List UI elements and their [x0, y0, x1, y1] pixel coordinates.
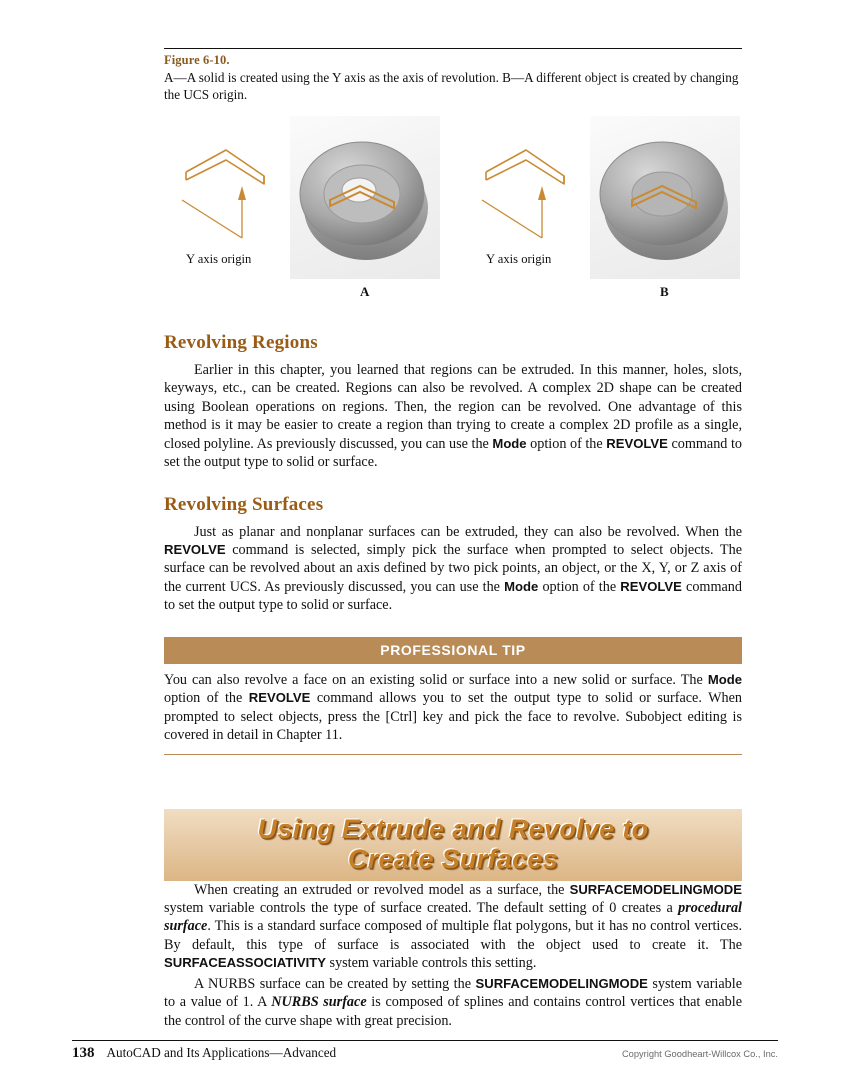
term-mode: Mode — [504, 578, 539, 594]
heading-revolving-regions: Revolving Regions — [164, 331, 318, 353]
text-run: . This is a standard surface composed of multiple flat polygons, but it has no control vertices. By default, this type of surface is associated with the object used to create it. The — [164, 918, 742, 953]
text-run: When creating an extruded or revolved model as a surface, the — [194, 881, 570, 898]
banner-line-2: Create Surfaces — [347, 843, 559, 874]
term-revolve: REVOLVE — [620, 578, 682, 594]
figure-caption: A—A solid is created using the Y axis as the axis of revolution. B—A different object is created by changing the UCS origin. — [164, 70, 739, 102]
revolved-solid-image-a — [290, 116, 440, 279]
text-run: command to set the output type to solid or surface. — [164, 435, 742, 471]
book-title: AutoCAD and Its Applications—Advanced — [106, 1045, 337, 1060]
paragraph-revolving-surfaces — [164, 523, 742, 615]
figure-top-rule — [164, 48, 742, 49]
text-run: system variable to a value of 1. A — [164, 975, 742, 1011]
term-nurbs-surface: NURBS surface — [271, 994, 367, 1011]
text-run: You can also revolve a face on an existing solid or surface into a new solid or surface. The — [164, 671, 708, 688]
text-run: option of the — [526, 435, 607, 452]
text-run: system variable controls the type of surface created. The default setting of 0 creates a — [164, 900, 679, 917]
heading-revolving-surfaces: Revolving Surfaces — [164, 493, 324, 515]
paragraph-revolving-regions — [164, 361, 742, 472]
text-run: A NURBS surface can be created by setting the — [194, 975, 476, 992]
term-mode: Mode — [492, 435, 527, 451]
term-revolve: REVOLVE — [606, 435, 668, 451]
professional-tip-text — [164, 664, 742, 755]
figure-block — [164, 48, 742, 306]
figure-images — [164, 116, 742, 306]
text-run: option of the — [164, 690, 249, 707]
text-run: command allows you to set the output type to solid or surface. When prompted to select objects, press the [Ctrl] key and pick the face to revolve. Subobject editing is covered in detail in Chapter 11. — [164, 690, 742, 744]
paragraph-surfacemodelingmode — [164, 881, 742, 973]
footer-rule — [72, 1040, 778, 1041]
revolved-solid-image-b — [590, 116, 740, 279]
professional-tip-box — [164, 637, 742, 755]
page-content — [164, 48, 742, 1030]
figure-number: Figure 6-10. — [164, 53, 230, 67]
text-run: command to set the output type to solid or surface. — [164, 578, 742, 614]
text-run: Earlier in this chapter, you learned that regions can be extruded. In this manner, holes, slots, keyways, etc., can be created. Regions can also be revolved. A complex 2D shape can be created using Boolean operations on regions. Then, the region can be revolved. One advantage of this method is it may be easier to create a region than trying to create a complex 2D profile as a single, closed polyline. As previously discussed, you can use the — [164, 361, 742, 452]
text-run: system variable controls this setting. — [326, 955, 537, 972]
term-revolve: REVOLVE — [248, 690, 311, 706]
copyright-notice: Copyright Goodheart-Willcox Co., Inc. — [621, 1049, 778, 1059]
term-surfacemodelingmode: SURFACEMODELINGMODE — [569, 881, 742, 897]
section-banner — [164, 809, 742, 881]
term-surfaceassociativity: SURFACEASSOCIATIVITY — [164, 955, 326, 971]
text-run: is composed of splines and contains control vertices that enable the control of the curve shape with great precision. — [164, 994, 743, 1029]
term-mode: Mode — [707, 671, 742, 687]
banner-title — [258, 815, 649, 873]
axis-origin-label-a: Y axis origin — [186, 251, 252, 266]
term-procedural-surface: procedural surface — [164, 900, 742, 935]
page-footer — [72, 1040, 778, 1062]
text-run: Just as planar and nonplanar surfaces can be extruded, they can also be revolved. When the — [194, 523, 742, 540]
term-surfacemodelingmode: SURFACEMODELINGMODE — [475, 975, 648, 991]
term-revolve: REVOLVE — [164, 541, 226, 557]
professional-tip-title: PROFESSIONAL TIP — [164, 637, 742, 664]
page-number: 138 — [72, 1045, 95, 1061]
banner-line-1: Using Extrude and Revolve to — [257, 814, 649, 845]
axis-origin-label-b: Y axis origin — [486, 251, 552, 266]
text-run: command is selected, simply pick the surface when prompted to select objects. The surface can be revolved about an axis defined by two pick points, an object, or the X, Y, or Z axis of the current UCS. As previously discussed, you can use the — [164, 541, 742, 595]
paragraph-nurbs-surface — [164, 975, 742, 1030]
figure-letter-b: B — [660, 283, 669, 299]
text-run: option of the — [538, 578, 621, 595]
figure-letter-a: A — [360, 283, 370, 299]
